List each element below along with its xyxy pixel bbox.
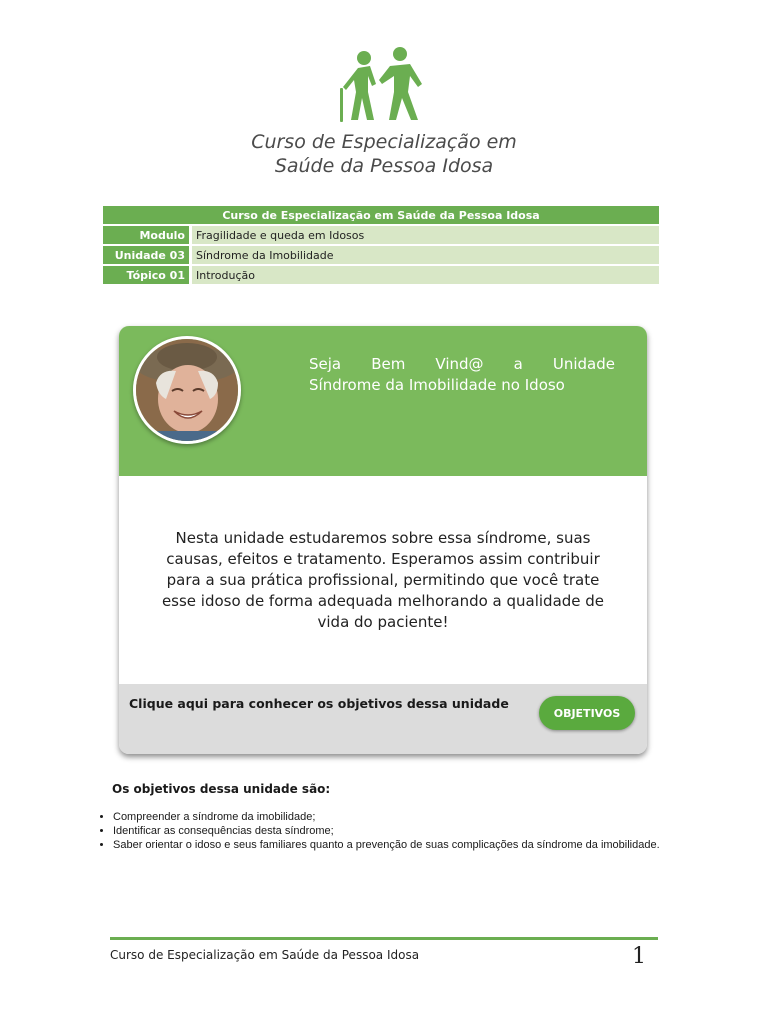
course-title-line1: Curso de Especialização em <box>251 131 517 153</box>
course-title-line2: Saúde da Pessoa Idosa <box>274 155 494 177</box>
welcome-line1: Seja Bem Vind@ a Unidade <box>309 355 615 373</box>
welcome-line2: Síndrome da Imobilidade no Idoso <box>309 376 565 394</box>
welcome-card-footer <box>119 684 647 754</box>
page-number: 1 <box>632 944 646 969</box>
list-item: • Compreender a síndrome da imobilidade; <box>113 810 688 824</box>
course-info-header-row <box>103 206 659 224</box>
footer-course-name: Curso de Especialização em Saúde da Pessoa Idosa <box>110 948 420 962</box>
objectives-prompt: Clique aqui para conhecer os objetivos dessa unidade <box>129 696 509 711</box>
course-title <box>180 130 588 178</box>
row-label: Unidade 03 <box>103 246 192 264</box>
course-logo-icon <box>334 44 434 126</box>
row-label: Tópico 01 <box>103 266 192 284</box>
welcome-message <box>309 354 615 396</box>
row-value: Introdução <box>192 266 659 284</box>
objectives-heading: Os objetivos dessa unidade são: <box>112 782 331 796</box>
row-value: Síndrome da Imobilidade <box>192 246 659 264</box>
welcome-card-body <box>119 476 647 686</box>
list-item: • Identificar as consequências desta síndrome; <box>113 824 688 838</box>
list-item: • Saber orientar o idoso e seus familiares quanto a prevenção de suas complicações da síndrome da imobilidade. <box>113 838 688 852</box>
welcome-card-header <box>119 326 647 476</box>
course-info-table <box>103 204 659 286</box>
objectives-list <box>88 810 688 852</box>
course-info-row <box>103 246 659 264</box>
unit-intro-text: Nesta unidade estudaremos sobre essa síndrome, suas causas, efeitos e tratamento. Esperamos assim contribuir para a sua prática profissional, permitindo que você trate esse idoso de forma adequada melhorando a qualidade de vida do paciente! <box>161 529 605 631</box>
course-info-header: Curso de Especialização em Saúde da Pessoa Idosa <box>103 206 659 224</box>
row-label: Modulo <box>103 226 192 244</box>
row-value: Fragilidade e queda em Idosos <box>192 226 659 244</box>
welcome-card <box>119 326 647 754</box>
course-info-row <box>103 226 659 244</box>
objectives-button[interactable]: OBJETIVOS <box>539 696 635 730</box>
course-info-row <box>103 266 659 284</box>
footer-divider <box>110 937 658 940</box>
elderly-woman-avatar <box>133 336 241 444</box>
